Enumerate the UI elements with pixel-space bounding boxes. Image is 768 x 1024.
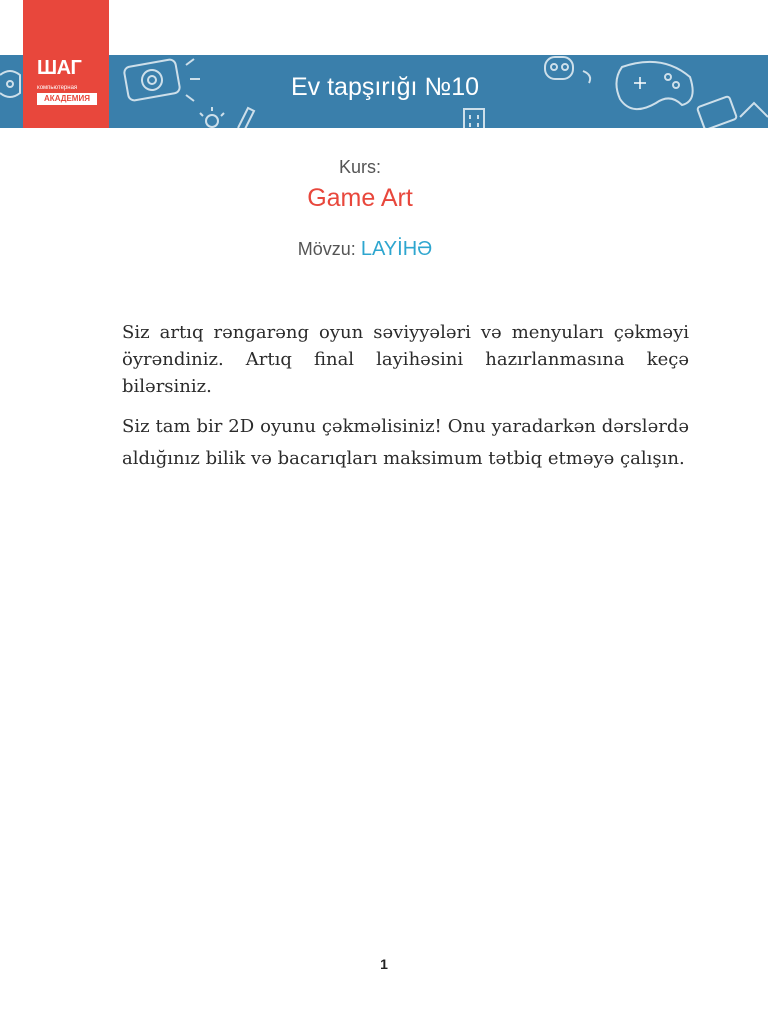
page-number: 1: [380, 956, 388, 972]
camera-icon: [123, 59, 200, 102]
logo-mark: ШАГ: [37, 57, 82, 79]
gamepad-icon: [0, 71, 20, 97]
topic-label: Mövzu:: [297, 239, 356, 259]
tablet-icon: [697, 96, 768, 128]
gamepad-icon: [616, 62, 692, 109]
topic-value: LAYİHƏ: [360, 238, 433, 260]
logo-academy: АКАДЕМИЯ: [37, 93, 97, 105]
paragraph: Siz tam bir 2D oyunu çəkməlisiniz! Onu yaradarkən dərslərdə aldığınız bilik və bacarıqları maksimum tətbiq etməyə çalışın.: [122, 416, 689, 469]
assignment-text: [122, 319, 689, 486]
brand-logo: [23, 0, 109, 128]
paragraph: Siz artıq rəngarəng oyun səviyyələri və menyuları çəkməyi öyrəndiniz. Artıq final layihəsini hazırlanmasına keçə bilərsiniz.: [122, 322, 689, 397]
header-banner: [0, 55, 768, 128]
building-icon: [464, 109, 484, 128]
pencil-icon: [238, 108, 254, 128]
sun-icon: [200, 107, 224, 127]
logo-subtitle: компьютерная: [37, 85, 78, 91]
topic-line: [200, 238, 530, 261]
course-name: Game Art: [307, 184, 413, 212]
page-title: Ev tapşırığı №10: [290, 73, 479, 101]
course-label: Kurs:: [338, 157, 381, 177]
robot-icon: [545, 57, 590, 83]
